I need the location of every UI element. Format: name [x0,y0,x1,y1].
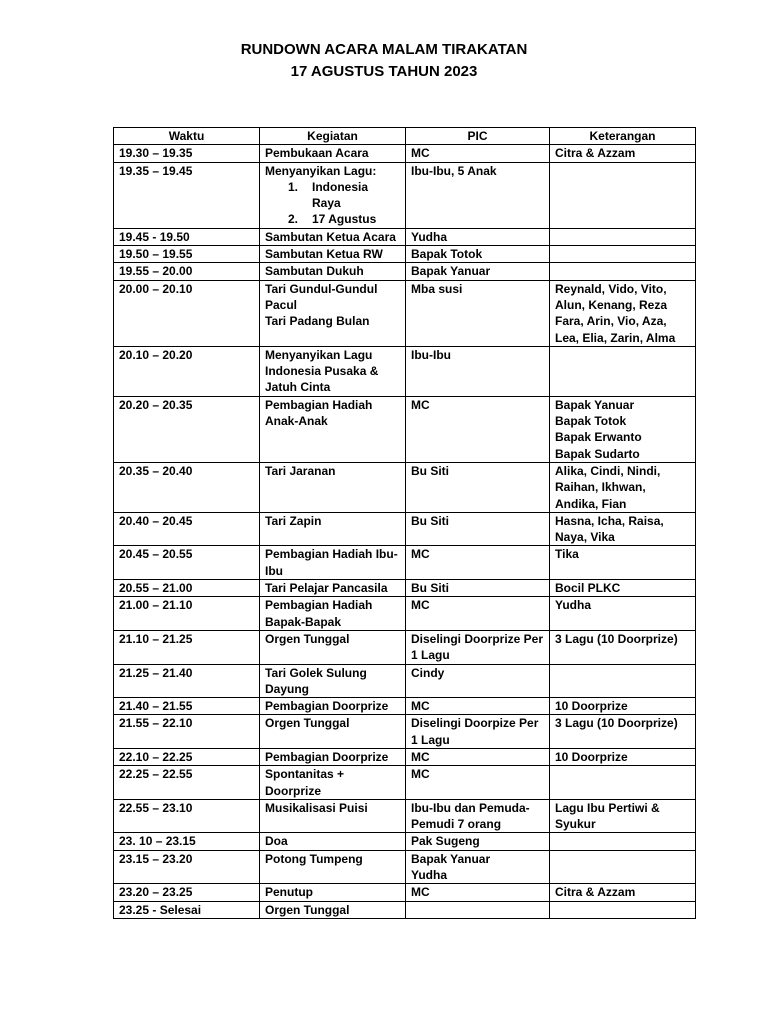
table-row [114,396,696,462]
table-row [114,580,696,597]
cell-keterangan: Citra & Azzam [550,884,696,901]
cell-kegiatan [260,280,406,346]
cell-waktu: 22.25 – 22.55 [114,766,260,800]
cell-pic: Cindy [406,664,550,698]
cell-waktu: 19.30 – 19.35 [114,145,260,162]
cell-pic: MC [406,748,550,765]
song-item [288,179,400,212]
document-title: RUNDOWN ACARA MALAM TIRAKATAN [240,41,528,58]
cell-keterangan [550,396,696,462]
cell-waktu: 20.00 – 20.10 [114,280,260,346]
cell-keterangan [550,901,696,918]
keterangan-line: Bapak Totok [555,414,627,429]
cell-waktu: 21.10 – 21.25 [114,630,260,664]
table-row [114,597,696,631]
cell-keterangan [550,833,696,850]
cell-keterangan [550,246,696,263]
cell-waktu: 20.20 – 20.35 [114,396,260,462]
cell-keterangan: Reynald, Vido, Vito, Alun, Kenang, Reza Fara, Arin, Vio, Aza, Lea, Elia, Zarin, Alma [550,280,696,346]
cell-kegiatan: Orgen Tunggal [260,901,406,918]
cell-pic: Ibu-Ibu dan Pemuda-Pemudi 7 orang [406,799,550,833]
cell-waktu: 19.55 – 20.00 [114,263,260,280]
table-row [114,799,696,833]
table-row [114,715,696,749]
cell-waktu: 23.15 – 23.20 [114,850,260,884]
cell-waktu: 21.00 – 21.10 [114,597,260,631]
table-row [114,766,696,800]
cell-keterangan: Alika, Cindi, Nindi, Raihan, Ikhwan, Andika, Fian [550,462,696,512]
song-list [265,179,400,228]
cell-pic: Diselingi Doorpize Per 1 Lagu [406,715,550,749]
table-row [114,263,696,280]
cell-pic: Diselingi Doorprize Per 1 Lagu [406,630,550,664]
kegiatan-text-2: Tari Padang Bulan [265,314,370,329]
song-item [288,211,400,227]
cell-keterangan: 10 Doorprize [550,698,696,715]
cell-kegiatan: Menyanyikan Lagu Indonesia Pusaka & Jatuh Cinta [260,346,406,396]
cell-keterangan: Tika [550,546,696,580]
cell-kegiatan: Tari Jaranan [260,462,406,512]
cell-waktu: 22.10 – 22.25 [114,748,260,765]
cell-kegiatan: Sambutan Ketua Acara [260,228,406,245]
cell-pic: MC [406,396,550,462]
cell-keterangan: Bocil PLKC [550,580,696,597]
cell-kegiatan: Penutup [260,884,406,901]
cell-waktu: 21.40 – 21.55 [114,698,260,715]
cell-pic: MC [406,766,550,800]
cell-kegiatan: Musikalisasi Puisi [260,799,406,833]
cell-keterangan: 3 Lagu (10 Doorprize) [550,630,696,664]
cell-kegiatan: Spontanitas + Doorprize [260,766,406,800]
table-row [114,748,696,765]
cell-kegiatan: Pembagian Doorprize [260,698,406,715]
cell-pic [406,850,550,884]
cell-pic: Bu Siti [406,580,550,597]
table-row [114,512,696,546]
cell-keterangan: Citra & Azzam [550,145,696,162]
keterangan-line: Bapak Yanuar [555,397,635,412]
cell-waktu: 20.35 – 20.40 [114,462,260,512]
table-row [114,664,696,698]
cell-pic: Mba susi [406,280,550,346]
table-row [114,246,696,263]
cell-kegiatan [260,162,406,228]
cell-kegiatan: Sambutan Dukuh [260,263,406,280]
cell-kegiatan: Orgen Tunggal [260,715,406,749]
header-pic: PIC [406,128,550,145]
pic-line: Bapak Yanuar [411,851,491,866]
cell-pic: Pak Sugeng [406,833,550,850]
cell-kegiatan: Sambutan Ketua RW [260,246,406,263]
table-header-row [114,128,696,145]
cell-waktu: 20.10 – 20.20 [114,346,260,396]
cell-keterangan: Hasna, Icha, Raisa, Naya, Vika [550,512,696,546]
cell-pic: Bapak Totok [406,246,550,263]
cell-kegiatan: Pembagian Hadiah Ibu-Ibu [260,546,406,580]
cell-keterangan: Lagu Ibu Pertiwi & Syukur [550,799,696,833]
cell-kegiatan: Potong Tumpeng [260,850,406,884]
kegiatan-text: Tari Gundul-Gundul Pacul [265,281,378,312]
pic-line: Yudha [411,868,448,883]
cell-waktu: 20.40 – 20.45 [114,512,260,546]
table-row [114,162,696,228]
cell-pic: Yudha [406,228,550,245]
table-row [114,698,696,715]
table-row [114,630,696,664]
cell-keterangan [550,766,696,800]
cell-pic: MC [406,884,550,901]
cell-waktu: 20.55 – 21.00 [114,580,260,597]
cell-kegiatan: Tari Zapin [260,512,406,546]
header-keterangan: Keterangan [550,128,696,145]
table-row [114,884,696,901]
table-row [114,901,696,918]
song-title: 17 Agustus [312,212,377,227]
cell-kegiatan: Doa [260,833,406,850]
table-row [114,850,696,884]
table-row [114,833,696,850]
header-kegiatan: Kegiatan [260,128,406,145]
cell-waktu: 19.50 – 19.55 [114,246,260,263]
cell-waktu: 23.20 – 23.25 [114,884,260,901]
cell-waktu: 19.35 – 19.45 [114,162,260,228]
cell-waktu: 23. 10 – 23.15 [114,833,260,850]
cell-keterangan [550,228,696,245]
cell-waktu: 23.25 - Selesai [114,901,260,918]
song-number: 1. [288,179,299,194]
cell-keterangan: 10 Doorprize [550,748,696,765]
cell-pic [406,901,550,918]
cell-pic: Ibu-Ibu [406,346,550,396]
cell-kegiatan: Tari Golek Sulung Dayung [260,664,406,698]
cell-pic: MC [406,145,550,162]
cell-kegiatan: Orgen Tunggal [260,630,406,664]
kegiatan-text: Menyanyikan Lagu: [265,163,377,178]
table-row [114,462,696,512]
cell-keterangan [550,664,696,698]
document-subtitle: 17 AGUSTUS TAHUN 2023 [290,63,478,80]
cell-kegiatan: Pembagian Hadiah Anak-Anak [260,396,406,462]
cell-pic: MC [406,597,550,631]
cell-keterangan [550,850,696,884]
cell-keterangan [550,162,696,228]
cell-kegiatan: Pembukaan Acara [260,145,406,162]
table-row [114,228,696,245]
keterangan-line: Bapak Erwanto [555,430,642,445]
cell-pic: MC [406,698,550,715]
cell-kegiatan: Tari Pelajar Pancasila [260,580,406,597]
song-title: Indonesia Raya [312,179,369,211]
table-row [114,280,696,346]
table-row [114,346,696,396]
cell-waktu: 20.45 – 20.55 [114,546,260,580]
header-waktu: Waktu [114,128,260,145]
song-number: 2. [288,212,299,227]
cell-pic: MC [406,546,550,580]
cell-pic: Bu Siti [406,462,550,512]
table-row [114,546,696,580]
rundown-table [113,127,696,919]
keterangan-line: Bapak Sudarto [555,446,640,461]
cell-keterangan [550,346,696,396]
table-row [114,145,696,162]
cell-waktu: 21.25 – 21.40 [114,664,260,698]
cell-keterangan [550,263,696,280]
cell-kegiatan: Pembagian Hadiah Bapak-Bapak [260,597,406,631]
cell-pic: Bapak Yanuar [406,263,550,280]
cell-waktu: 19.45 - 19.50 [114,228,260,245]
cell-pic: Bu Siti [406,512,550,546]
cell-keterangan: 3 Lagu (10 Doorprize) [550,715,696,749]
cell-keterangan: Yudha [550,597,696,631]
cell-pic: Ibu-Ibu, 5 Anak [406,162,550,228]
cell-waktu: 22.55 – 23.10 [114,799,260,833]
cell-kegiatan: Pembagian Doorprize [260,748,406,765]
cell-waktu: 21.55 – 22.10 [114,715,260,749]
